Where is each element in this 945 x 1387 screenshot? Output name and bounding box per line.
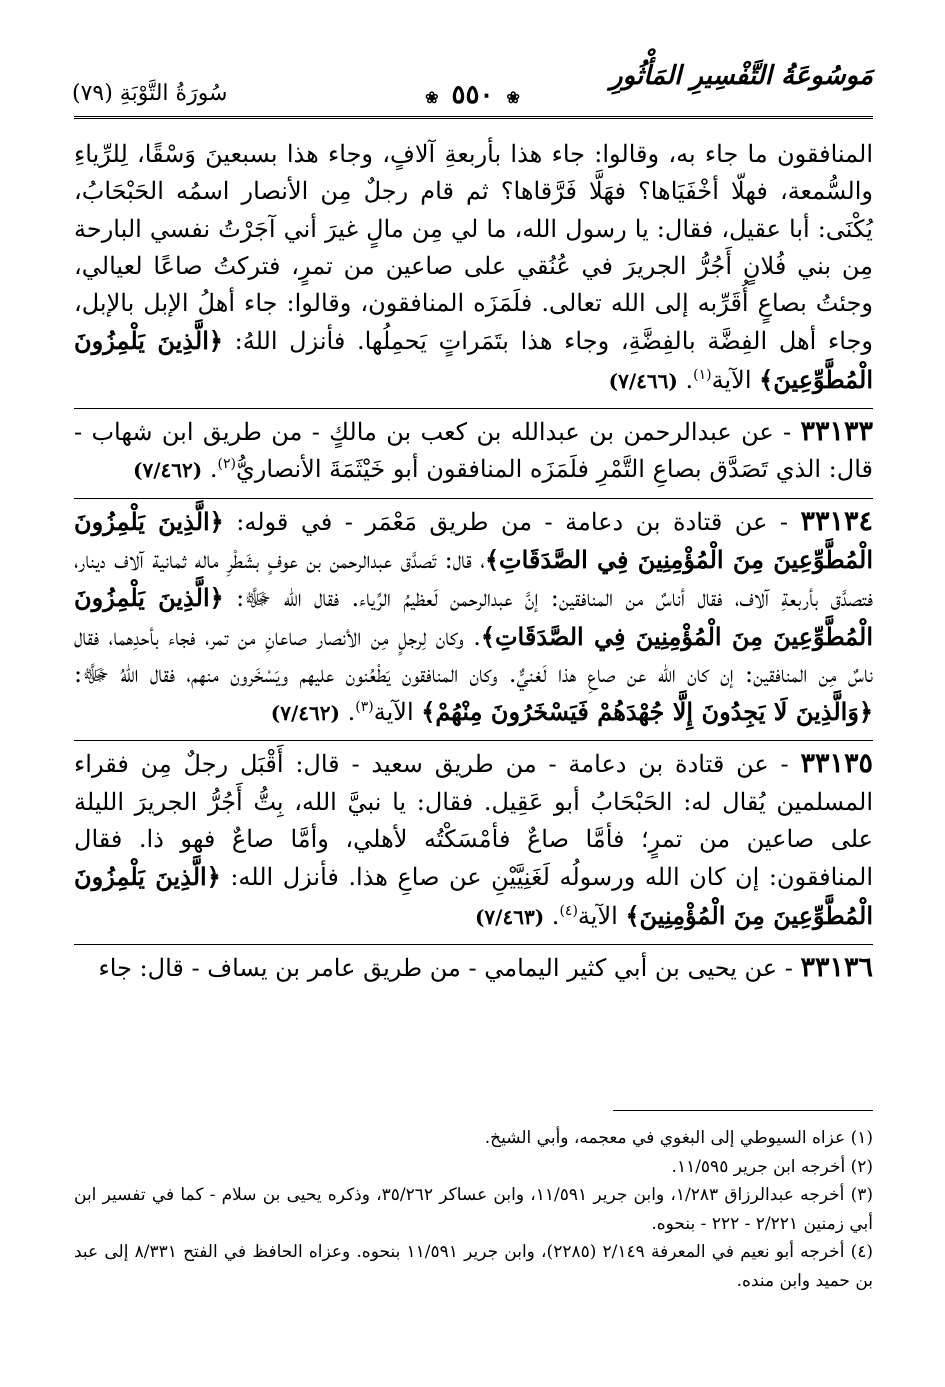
quran-verse: ﴿الَّذِينَ يَلْمِزُونَ الْمُطَّوِّعِينَ مِنَ الْمُؤْمِنِينَ فِي الصَّدَقَاتِ﴾ [74, 506, 873, 574]
punctuation: . [347, 698, 356, 727]
paragraph-text: - عن قتادة بن دعامة - من طريق سعيد - قال: أَقْبَل رجلٌ مِن فقراء المسلمين يُقال له: الحَبْحَابُ أبو عَقِيل. فقال: يا نبيَّ الله، بِتُّ أَجُرُّ الجريرَ الليلة على صاعين من تمرٍ؛ فأمَّا صاعٌ فأمْسَكْتُه لأهلي، وأمَّا صاعٌ فهو ذا. فقال المنافقون: إن كان الله ورسولُه لَغَنِيَّيْنِ عن صاعِ هذا. فأنزل الله: [74, 750, 873, 892]
quran-verse: ﴿الَّذِينَ يَلْمِزُونَ الْمُطَّوِّعِينَ﴾ [74, 326, 873, 394]
paragraph-text: . وكان لِرجلٍ مِن الأنصار صاعانِ من تمر، فجاء بأحدِهما، فقال ناسٌ مِن المنافقين: إن كان الله عن صاعِ هذا لَغنيٌّ. وكان المنافقون يَطْعُنون عليهم ويَسْخَرون منهم، فقال اللهُ ﷻ: [74, 622, 873, 688]
footnote: (٣) أخرجه عبدالرزاق ١/٢٨٣، وابن جرير ١١/٥٩١، وابن عساكر ٣٥/٢٦٢، وذكره يحيى بن سلام - كما في تفسير ابن أبي زمنين ٢/٢٢١ - ٢٢٢ - بنحوه. [74, 1185, 873, 1234]
entry-33136 [74, 944, 873, 987]
entry-33135 [74, 740, 873, 935]
series-title: مَوسُوعَةُ التَّفْسِيرِ المَأْثُورِ [610, 61, 873, 91]
entry-number: ٣٣١٣٦ [800, 951, 873, 983]
footnote-marker: (١) [693, 366, 712, 383]
paragraph-text: الآية [711, 365, 752, 394]
ornament-icon: ❀ [425, 88, 439, 107]
footnote-marker: (٢) [217, 456, 236, 473]
quran-verse: ﴿الَّذِينَ يَلْمِزُونَ الْمُطَّوِّعِينَ مِنَ الْمُؤْمِنِينَ﴾ [74, 862, 873, 930]
entry-33134 [74, 498, 873, 733]
page-number: ٥٥٠ [451, 80, 494, 110]
paragraph-text: - عن عبدالرحمن بن عبدالله بن كعب بن مالكٍ - من طريق ابن شهاب - قال: الذي تَصَدَّق بصاعِ التَّمْرِ فلَمَزَه المنافقون أبو خَيْثَمَةَ الأنصاريُّ [74, 418, 873, 484]
entry-number: ٣٣١٣٣ [800, 416, 873, 448]
footnote-divider [613, 1110, 873, 1111]
entry-number: ٣٣١٣٥ [800, 748, 873, 780]
paragraph-text: الآية [577, 901, 618, 930]
paragraph-text: - عن قتادة بن دعامة - من طريق مَعْمَر - في قوله: [236, 507, 788, 536]
ornament-icon: ❀ [506, 88, 520, 107]
volume-reference: (٧/٤٦٦) [608, 368, 678, 393]
footnote-marker: (٣) [355, 699, 374, 716]
page-number-block [421, 80, 524, 113]
volume-reference: (٧/٤٦٢) [270, 701, 340, 726]
punctuation: . [551, 901, 560, 930]
punctuation: . [209, 455, 218, 484]
footnotes [74, 1124, 873, 1295]
volume-reference: (٧/٤٦٣) [474, 904, 545, 929]
paragraph-text: المنافقون ما جاء به، وقالوا: جاء هذا بأربعةِ آلافٍ، وجاء هذا بسبعينَ وَسْقًا، لِلرِّياءِ والسُّمعة، فهلّا أخْفَيَاها؟ فهَلَّا فَرَّقاها؟ ثم قام رجلٌ مِن الأنصار اسمُه الحَبْحَابُ، يُكْنَى: أبا عقيل، فقال: يا رسول الله، ما لي مِن مالٍ غيرَ أني آجَرْتُ نفسي البارحة مِن بني فُلانٍ أَجُرُّ الجريرَ في عُنُقي على صاعين من تمرٍ، فتركتُ صاعًا لعيالي، وجئتُ بصاعٍ أُقَرِّبه إلى الله تعالى. فلَمَزَه المنافقون، وقالوا: جاء أهلُ الإبل بالإبل، وجاء أهل الفِضَّة بالفِضَّةِ، وجاء هذا بتَمَراتٍ يَحمِلُها. فأنزل اللهُ: [74, 140, 874, 356]
entry-33133 [74, 408, 873, 490]
page-header [72, 58, 873, 108]
header-divider [74, 116, 873, 119]
footnote: (١) عزاه السيوطي إلى البغوي في معجمه، وأبي الشيخ. [484, 1128, 873, 1148]
continuation-paragraph: المنافقون ما جاء به، وقالوا: جاء هذا بأربعةِ آلافٍ، وجاء هذا بسبعينَ وَسْقًا، لِلرِّياءِ والسُّمعة، فهلّا أخْفَيَاها؟ فهَلَّا فَرَّقاها؟ ثم قام رجلٌ مِن الأنصار اسمُه الحَبْحَابُ، يُكْنَى: أبا عقيل، فقال: يا رسول الله، ما لي مِن مالٍ غيرَ أني آجَرْتُ نفسي البارحة مِن بني فُلانٍ أَجُرُّ الجريرَ في عُنُقي على صاعين من تمرٍ، فتركتُ صاعًا لعيالي، وجئتُ بصاعٍ أُقَرِّبه إلى الله تعالى. فلَمَزَه المنافقون، وقالوا: جاء أهلُ الإبل بالإبل، وجاء أهل الفِضَّة بالفِضَّةِ، وجاء هذا بتَمَراتٍ يَحمِلُها. فأنزل اللهُ: ﴿الَّذِينَ يَلْمِزُونَ الْمُطَّوِّعِينَ﴾ الآية$^{(١)}$. (٧/٤٦٦) [74, 140, 874, 394]
paragraph-text: ، قال: تَصدَّق عبدالرحمن بن عوفٍ بشَطْرِ ماله ثمانية آلاف دينار، فتصدَّق بأربعةِ آلاف، فقال أناسٌ من المنافقين: إنَّ عبدالرحمن لَعظيمُ الرِّياء. فقال الله ﷻ: [74, 545, 873, 613]
quran-verse: ﴿الَّذِينَ يَلْمِزُونَ الْمُطَّوِّعِينَ مِنَ الْمُؤْمِنِينَ فِي الصَّدَقَاتِ﴾ [74, 583, 873, 651]
entry-number: ٣٣١٣٤ [800, 505, 873, 537]
main-text [74, 136, 873, 987]
paragraph-text: الآية [373, 698, 414, 727]
footnote-marker: (٤) [559, 902, 578, 919]
paragraph-text: - عن يحيى بن أبي كثير اليمامي - من طريق عامر بن يساف - قال: جاء [98, 953, 793, 982]
volume-reference: (٧/٤٦٢) [133, 458, 203, 483]
quran-verse: ﴿وَالَّذِينَ لَا يَجِدُونَ إِلَّا جُهْدَهُمْ فَيَسْخَرُونَ مِنْهُمْ﴾ [421, 697, 873, 727]
footnote: (٤) أخرجه أبو نعيم في المعرفة ٢/١٤٩ (٢٢٨٥)، وابن جرير ١١/٥٩١ بنحوه. وعزاه الحافظ في الفتح ٨/٣٣١ إلى عبد بن حميد وابن منده. [74, 1242, 874, 1291]
surah-title: سُورَةُ التَّوْبَةِ (٧٩) [72, 81, 228, 106]
footnote: (٢) أخرجه ابن جرير ١١/٥٩٥. [671, 1156, 873, 1177]
